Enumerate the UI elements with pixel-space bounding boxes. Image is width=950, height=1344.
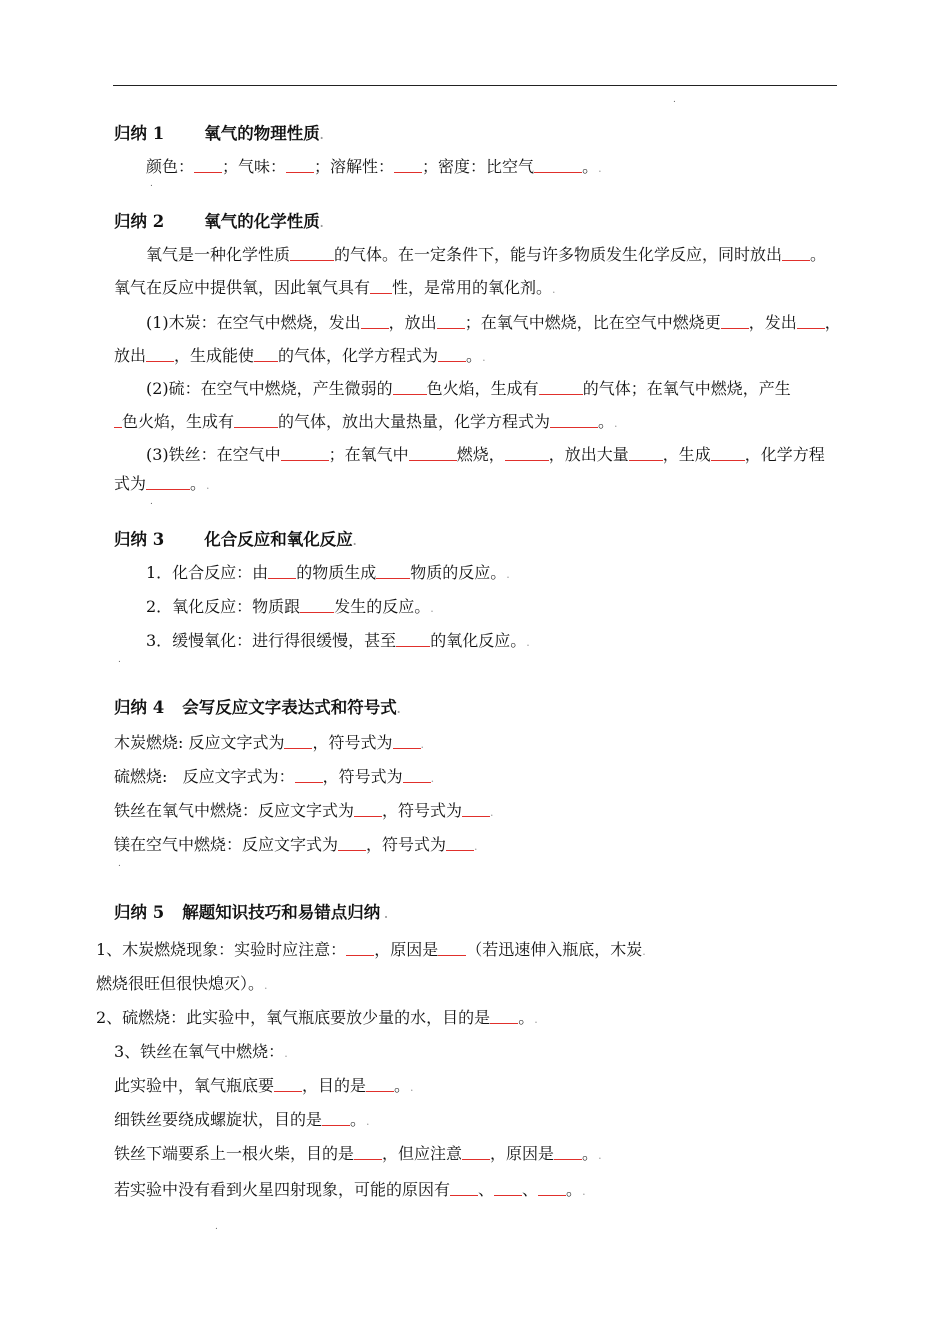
blank[interactable] [393,733,421,749]
tip-charcoal-line-2: 燃烧很旺但很快熄灭）。. [96,974,268,993]
blank[interactable] [394,157,422,173]
blank[interactable] [354,1144,382,1160]
blank[interactable] [505,445,549,461]
tip-charcoal-line-1: 1、木炭燃烧现象：实验时应注意： ，原因是 （若迅速伸入瓶底，木炭. [96,940,646,959]
blank[interactable] [393,379,427,395]
header-rule [113,85,837,86]
blank[interactable] [354,801,382,817]
blank[interactable] [446,835,474,851]
blank[interactable] [438,940,466,956]
sulfur-line-2: 色火焰，生成有 的气体，放出大量热量，化学方程式为 。. [114,412,618,434]
blank[interactable] [462,801,490,817]
equation-charcoal: 木炭燃烧: 反应文字式为 ，符号式为 . [114,733,424,752]
blank[interactable] [361,313,389,329]
tip-iron-bottle: 此实验中，氧气瓶底要 ，目的是 。. [114,1076,414,1095]
chemical-properties-line-2: 氧气在反应中提供氧，因此氧气具有 性，是常用的氧化剂。. [114,278,556,297]
blank[interactable] [286,157,314,173]
blank[interactable] [782,245,810,261]
blank[interactable] [539,379,583,395]
paragraph-mark: . [673,95,676,105]
blank[interactable] [450,1180,478,1196]
blank[interactable] [295,767,323,783]
blank[interactable] [797,313,825,329]
blank[interactable] [274,1076,302,1092]
chemical-properties-line-1: 氧气是一种化学性质 的气体。在一定条件下，能与许多物质发生化学反应，同时放出 。 [146,245,827,264]
tip-iron-match: 铁丝下端要系上一根火柴，目的是 ，但应注意 ，原因是 。. [114,1144,602,1163]
blank[interactable] [281,445,329,461]
blank[interactable] [322,1110,350,1126]
physical-properties-line: 颜色： ；气味： ；溶解性： ；密度：比空气 。. [146,157,602,176]
blank[interactable] [376,563,410,579]
equation-iron: 铁丝在氧气中燃烧：反应文字式为 ，符号式为 . [114,801,494,820]
blank[interactable] [721,313,749,329]
charcoal-line-2: 放出 ，生成能使 的气体，化学方程式为 。. [114,346,486,365]
blank[interactable] [234,412,278,428]
oxidation-reaction-item: 2．氧化反应：物质跟 发生的反应。. [146,597,434,616]
tip-iron-no-sparks: 若实验中没有看到火星四射现象，可能的原因有 、 、 。. [114,1180,586,1199]
paragraph-mark: . [150,497,153,507]
paragraph-mark: . [118,655,121,665]
blank[interactable] [629,445,663,461]
paragraph-mark: . [118,859,121,869]
blank[interactable] [268,563,296,579]
sulfur-line-1: (2)硫：在空气中燃烧，产生微弱的 色火焰，生成有 的气体；在氧气中燃烧，产生 [146,379,791,398]
blank[interactable] [554,1144,582,1160]
section-heading-4: 归纳 4 会写反应文字表达式和符号式. [114,698,401,717]
blank[interactable] [146,346,174,362]
tip-sulfur: 2、硫燃烧：此实验中，氧气瓶底要放少量的水，目的是 。. [96,1008,538,1027]
blank[interactable] [550,412,598,428]
slow-oxidation-item: 3．缓慢氧化：进行得很缓慢，甚至 的氧化反应。. [146,631,530,650]
section-heading-2: 归纳 2 氧气的化学性质. [114,212,324,231]
section-heading-5: 归纳 5 解题知识技巧和易错点归纳 . [114,903,388,922]
tip-iron-spiral: 细铁丝要绕成螺旋状，目的是 。. [114,1110,370,1129]
paragraph-mark: . [215,1222,218,1232]
blank[interactable] [396,631,430,647]
blank[interactable] [409,445,457,461]
blank[interactable] [194,157,222,173]
combination-reaction-item: 1．化合反应：由 的物质生成 物质的反应。. [146,563,510,582]
equation-sulfur: 硫燃烧: 反应文字式为： ，符号式为 . [114,767,435,786]
blank[interactable] [494,1180,522,1196]
blank[interactable] [366,1076,394,1092]
blank[interactable] [711,445,745,461]
blank[interactable] [290,245,334,261]
blank[interactable] [437,313,465,329]
tip-iron-heading: 3、铁丝在氧气中燃烧：. [114,1042,288,1061]
section-heading-3: 归纳 3 化合反应和氧化反应. [114,530,357,549]
iron-line-1: (3)铁丝：在空气中 ；在氧气中 燃烧， ，放出大量 ，生成 ，化学方程 [146,445,825,464]
blank[interactable] [300,597,334,613]
charcoal-line-1: (1)木炭：在空气中燃烧，发出 ，放出 ；在氧气中燃烧，比在空气中燃烧更 ，发出 ， [146,313,841,332]
blank[interactable] [146,474,190,490]
iron-line-2: 式为 。. [114,474,210,493]
blank[interactable] [254,346,278,362]
blank[interactable] [284,733,312,749]
blank[interactable] [403,767,431,783]
blank[interactable] [438,346,466,362]
paragraph-mark: . [150,179,153,189]
blank[interactable] [490,1008,518,1024]
blank[interactable] [534,157,582,173]
section-heading-1: 归纳 1 氧气的物理性质. [114,124,324,143]
blank[interactable] [338,835,366,851]
blank[interactable] [370,278,392,294]
blank[interactable] [346,940,374,956]
equation-magnesium: 镁在空气中燃烧：反应文字式为 ，符号式为 . [114,835,478,854]
blank[interactable] [462,1144,490,1160]
blank[interactable] [538,1180,566,1196]
blank[interactable] [114,412,122,428]
